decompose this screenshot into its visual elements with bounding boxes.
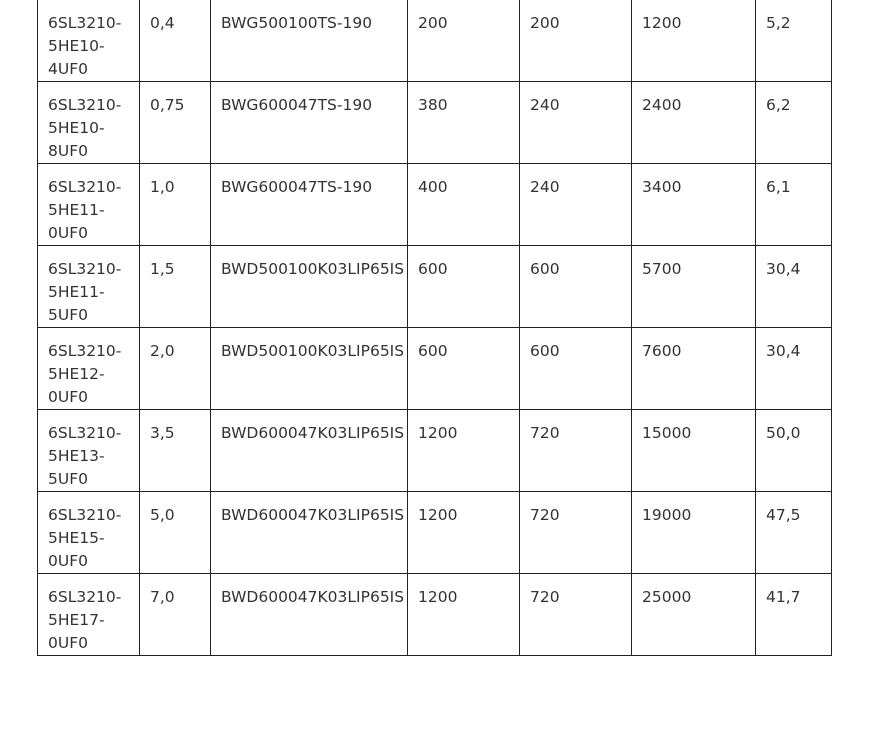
cell-value-7: 30,4 bbox=[756, 328, 832, 410]
cell-value-4: 200 bbox=[408, 0, 520, 82]
cell-value-7: 5,2 bbox=[756, 0, 832, 82]
cell-resistor-type: BWD500100K03LIP65IS bbox=[211, 246, 408, 328]
cell-power: 5,0 bbox=[140, 492, 211, 574]
cell-value-7: 41,7 bbox=[756, 574, 832, 656]
cell-resistor-type: BWG500100TS-190 bbox=[211, 0, 408, 82]
table-row bbox=[38, 164, 832, 246]
cell-value-7: 47,5 bbox=[756, 492, 832, 574]
cell-order-number: 6SL3210- 5HE17- 0UF0 bbox=[38, 574, 140, 656]
cell-value-6: 5700 bbox=[632, 246, 756, 328]
data-table bbox=[37, 0, 832, 656]
cell-power: 0,4 bbox=[140, 0, 211, 82]
cell-order-number: 6SL3210- 5HE10- 4UF0 bbox=[38, 0, 140, 82]
cell-value-5: 200 bbox=[520, 0, 632, 82]
cell-value-6: 15000 bbox=[632, 410, 756, 492]
cell-power: 2,0 bbox=[140, 328, 211, 410]
cell-power: 7,0 bbox=[140, 574, 211, 656]
cell-value-6: 7600 bbox=[632, 328, 756, 410]
cell-resistor-type: BWG600047TS-190 bbox=[211, 82, 408, 164]
cell-order-number: 6SL3210- 5HE10- 8UF0 bbox=[38, 82, 140, 164]
cell-value-7: 6,2 bbox=[756, 82, 832, 164]
cell-resistor-type: BWD600047K03LIP65IS bbox=[211, 574, 408, 656]
table-row bbox=[38, 246, 832, 328]
cell-value-6: 2400 bbox=[632, 82, 756, 164]
cell-order-number: 6SL3210- 5HE11- 0UF0 bbox=[38, 164, 140, 246]
cell-order-number: 6SL3210- 5HE12- 0UF0 bbox=[38, 328, 140, 410]
cell-value-6: 19000 bbox=[632, 492, 756, 574]
cell-power: 1,0 bbox=[140, 164, 211, 246]
cell-resistor-type: BWD600047K03LIP65IS bbox=[211, 410, 408, 492]
cell-value-5: 240 bbox=[520, 164, 632, 246]
cell-value-5: 600 bbox=[520, 328, 632, 410]
table-row bbox=[38, 82, 832, 164]
table-row bbox=[38, 0, 832, 82]
cell-value-4: 1200 bbox=[408, 492, 520, 574]
cell-power: 3,5 bbox=[140, 410, 211, 492]
cell-value-7: 50,0 bbox=[756, 410, 832, 492]
cell-value-4: 1200 bbox=[408, 574, 520, 656]
cell-value-4: 600 bbox=[408, 328, 520, 410]
cell-value-7: 30,4 bbox=[756, 246, 832, 328]
cell-value-6: 3400 bbox=[632, 164, 756, 246]
cell-value-4: 400 bbox=[408, 164, 520, 246]
cell-resistor-type: BWD500100K03LIP65IS bbox=[211, 328, 408, 410]
cell-value-5: 240 bbox=[520, 82, 632, 164]
cell-resistor-type: BWD600047K03LIP65IS bbox=[211, 492, 408, 574]
table-body bbox=[38, 0, 832, 656]
cell-value-5: 720 bbox=[520, 574, 632, 656]
cell-value-5: 720 bbox=[520, 410, 632, 492]
cell-power: 1,5 bbox=[140, 246, 211, 328]
cell-value-5: 720 bbox=[520, 492, 632, 574]
cell-value-4: 380 bbox=[408, 82, 520, 164]
table-row bbox=[38, 410, 832, 492]
cell-order-number: 6SL3210- 5HE11- 5UF0 bbox=[38, 246, 140, 328]
cell-resistor-type: BWG600047TS-190 bbox=[211, 164, 408, 246]
cell-value-4: 1200 bbox=[408, 410, 520, 492]
table-row bbox=[38, 328, 832, 410]
cell-value-4: 600 bbox=[408, 246, 520, 328]
cell-power: 0,75 bbox=[140, 82, 211, 164]
cell-order-number: 6SL3210- 5HE15- 0UF0 bbox=[38, 492, 140, 574]
cell-value-6: 1200 bbox=[632, 0, 756, 82]
cell-value-6: 25000 bbox=[632, 574, 756, 656]
table-row bbox=[38, 492, 832, 574]
cell-value-5: 600 bbox=[520, 246, 632, 328]
cell-order-number: 6SL3210- 5HE13- 5UF0 bbox=[38, 410, 140, 492]
table-row bbox=[38, 574, 832, 656]
cell-value-7: 6,1 bbox=[756, 164, 832, 246]
